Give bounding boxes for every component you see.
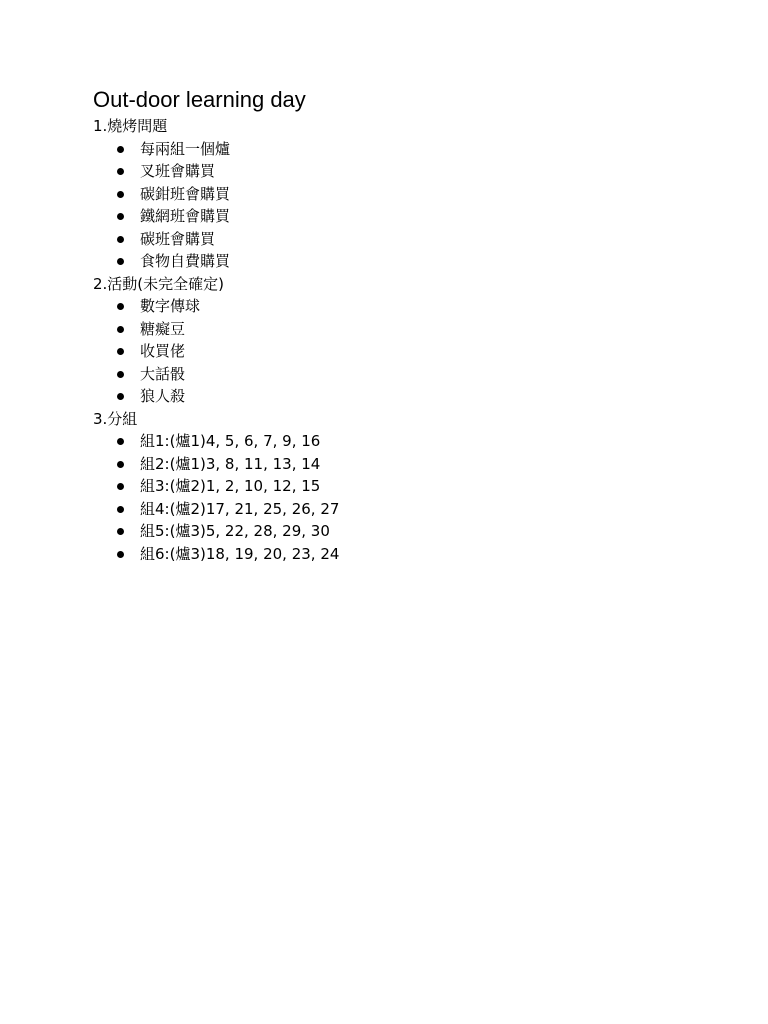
list-item [93, 205, 713, 228]
groups-list [93, 430, 713, 565]
bullet-icon [117, 258, 124, 265]
bbq-list [93, 138, 713, 273]
list-item-text: 碳鉗班會購買 [140, 184, 231, 203]
bullet-icon [117, 393, 124, 400]
bullet-icon [117, 303, 124, 310]
list-item [93, 453, 713, 476]
document-page [93, 85, 713, 565]
bullet-icon [117, 483, 124, 490]
section-heading-groups: 3.分組 [93, 409, 138, 428]
bullet-icon [117, 191, 124, 198]
list-item-text: 每兩組一個爐 [140, 139, 231, 158]
list-item-text: 組4:(爐2)17, 21, 25, 26, 27 [140, 499, 340, 518]
activities-list [93, 295, 713, 408]
bullet-icon [117, 168, 124, 175]
list-item-text: 數字傳球 [140, 297, 201, 315]
list-item [93, 385, 713, 408]
list-item-text: 狼人殺 [140, 387, 186, 405]
bullet-icon [117, 438, 124, 445]
list-item [93, 295, 713, 318]
bullet-icon [117, 506, 124, 513]
section-heading-bbq: 1.燒烤問題 [93, 117, 168, 135]
list-item [93, 430, 713, 453]
list-item-text: 組1:(爐1)4, 5, 6, 7, 9, 16 [140, 432, 321, 450]
list-item [93, 543, 713, 566]
list-item [93, 520, 713, 543]
bullet-icon [117, 461, 124, 468]
list-item [93, 363, 713, 386]
list-item [93, 340, 713, 363]
bullet-icon [117, 326, 124, 333]
list-item-text: 碳班會購買 [140, 229, 216, 248]
list-item-text: 組6:(爐3)18, 19, 20, 23, 24 [140, 544, 340, 563]
section-heading-activities: 2.活動(未完全確定) [93, 274, 225, 293]
bullet-icon [117, 348, 124, 355]
list-item-text: 糖癡豆 [140, 319, 186, 338]
list-item-text: 組2:(爐1)3, 8, 11, 13, 14 [140, 454, 321, 473]
list-item-text: 叉班會購買 [140, 162, 216, 180]
bullet-icon [117, 371, 124, 378]
list-item [93, 250, 713, 273]
list-item [93, 138, 713, 161]
list-item-text: 食物自費購買 [140, 252, 231, 270]
list-item-text: 組3:(爐2)1, 2, 10, 12, 15 [140, 477, 321, 495]
list-item [93, 160, 713, 183]
bullet-icon [117, 213, 124, 220]
bullet-icon [117, 528, 124, 535]
bullet-icon [117, 146, 124, 153]
document-title: Out-door learning day [93, 87, 306, 112]
list-item [93, 183, 713, 206]
list-item [93, 498, 713, 521]
list-item-text: 收買佬 [140, 342, 186, 360]
list-item-text: 組5:(爐3)5, 22, 28, 29, 30 [140, 522, 330, 540]
list-item [93, 318, 713, 341]
list-item [93, 475, 713, 498]
bullet-icon [117, 236, 124, 243]
list-item [93, 228, 713, 251]
list-item-text: 鐵網班會購買 [140, 207, 231, 225]
list-item-text: 大話骰 [140, 364, 186, 383]
bullet-icon [117, 551, 124, 558]
